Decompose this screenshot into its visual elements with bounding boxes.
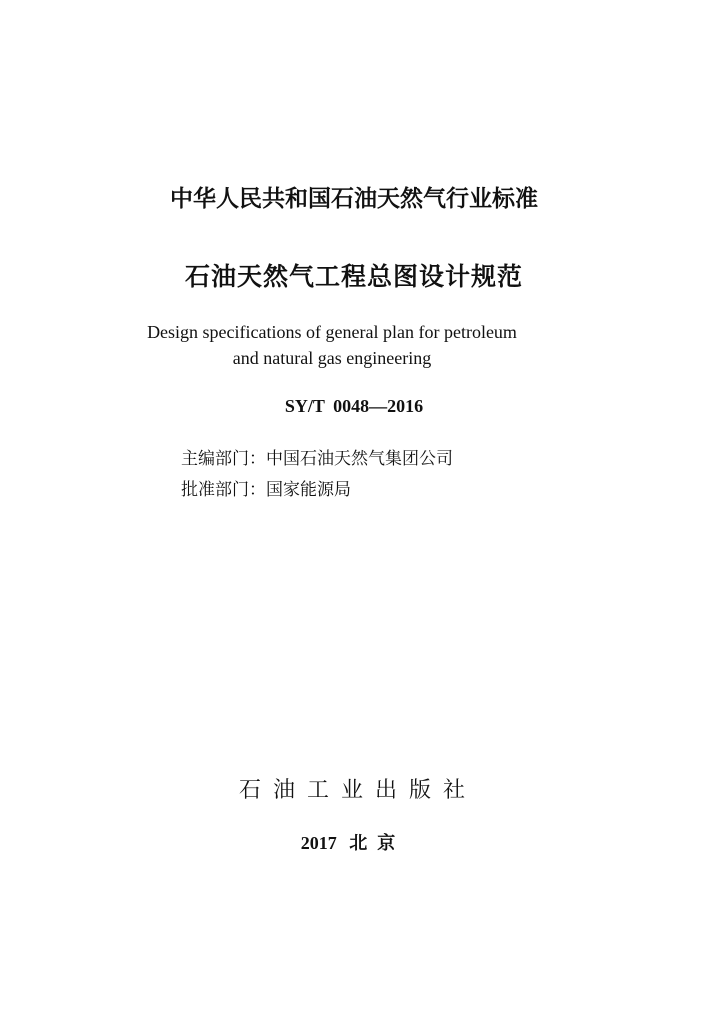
publication-info [0, 829, 707, 855]
standard-code: SY/T 0048—2016 [284, 396, 424, 416]
document-title-en-line1: Design specifications of general plan for petroleum [147, 322, 517, 342]
publication-year: 2017 [300, 833, 337, 853]
document-title-en-line2: and natural gas engineering [232, 348, 432, 368]
publication-city: 北京 [349, 833, 406, 854]
approver-department: 批准部门：国家能源局 [181, 480, 351, 500]
publisher-name: 石油工业出版社 [238, 778, 477, 803]
industry-standard-heading: 中华人民共和国石油天然气行业标准 [170, 186, 538, 212]
editor-department: 主编部门：中国石油天然气集团公司 [181, 449, 453, 469]
document-title-cn: 石油天然气工程总图设计规范 [184, 262, 523, 291]
